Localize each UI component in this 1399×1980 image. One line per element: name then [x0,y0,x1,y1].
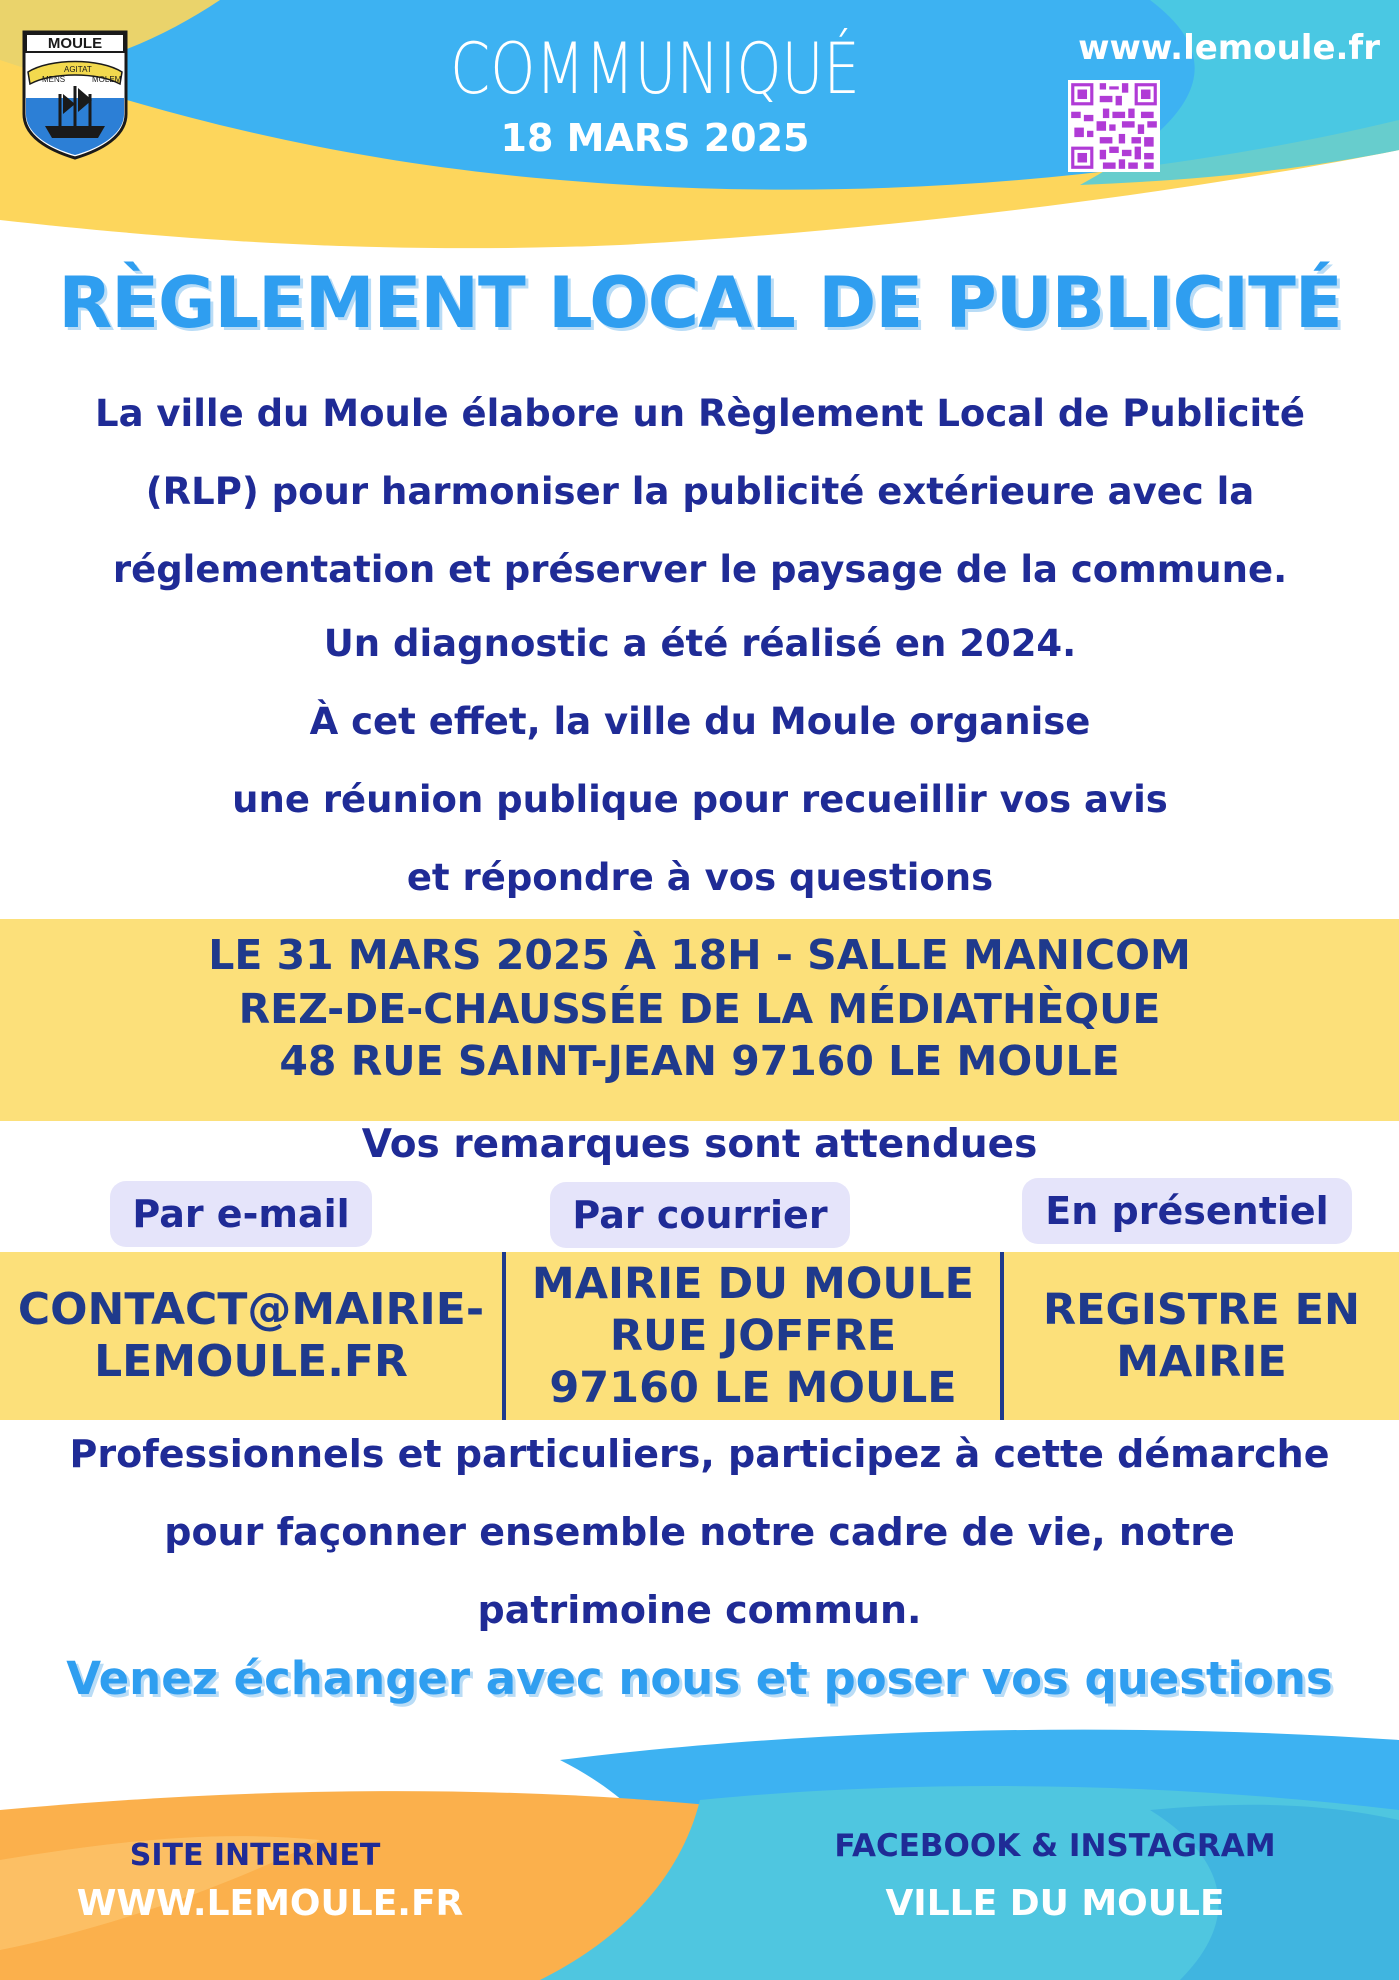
remarks-heading: Vos remarques sont attendues [361,1122,1038,1167]
footer-website-link[interactable]: WWW.LEMOULE.FR [76,1883,464,1924]
closing-text [0,1432,1399,1652]
email-line[interactable]: LEMOULE.FR [94,1336,408,1387]
closing-line: patrimoine commun. [477,1588,922,1632]
mail-address-line: MAIRIE DU MOULE [531,1259,975,1309]
call-to-action: Venez échanger avec nous et poser vos questions [66,1652,1333,1705]
intro-line: une réunion publique pour recueillir vos avis [232,778,1168,821]
intro-text [30,382,1370,922]
email-line[interactable]: CONTACT@MAIRIE- [17,1284,485,1335]
footer-website-label: SITE INTERNET [129,1838,381,1873]
communique-title: COMMUNIQUÉ [450,28,860,110]
website-link[interactable]: www.lemoule.fr [1078,28,1380,68]
contact-band [0,1252,1399,1420]
closing-line: pour façonner ensemble notre cadre de vie, notre [164,1510,1235,1554]
intro-line: La ville du Moule élabore un Règlement Local de Publicité [95,392,1305,435]
intro-line: réglementation et préserver le paysage de la commune. [112,548,1288,591]
logo-text: MOULE [47,35,103,52]
intro-line: Un diagnostic a été réalisé en 2024. [323,622,1077,665]
event-date-line: LE 31 MARS 2025 À 18H - SALLE MANICOM [208,931,1191,979]
intro-line: et répondre à vos questions [406,856,994,899]
mail-address-line: 97160 LE MOULE [549,1363,957,1413]
logo-motto-3: MOLEM [92,75,122,84]
intro-line: (RLP) pour harmoniser la publicité extérieure avec la [145,470,1255,513]
event-venue-line: REZ-DE-CHAUSSÉE DE LA MÉDIATHÈQUE [238,985,1161,1033]
channel-label-email: Par e-mail [110,1181,372,1247]
logo-motto-2: AGITAT [64,65,92,74]
mail-address-column [506,1252,1000,1420]
footer-social-name[interactable]: VILLE DU MOULE [885,1883,1225,1924]
logo-motto-1: MENS [42,75,66,84]
channel-label-in-person: En présentiel [1022,1178,1352,1244]
event-details-band [0,919,1399,1121]
intro-line: À cet effet, la ville du Moule organise [309,700,1091,743]
in-person-column [1004,1252,1399,1420]
email-column[interactable] [0,1252,502,1420]
communique-date: 18 MARS 2025 [500,116,810,160]
event-address-line: 48 RUE SAINT-JEAN 97160 LE MOULE [279,1037,1120,1085]
channel-label-mail: Par courrier [550,1182,850,1248]
closing-line: Professionnels et particuliers, participez à cette démarche [69,1432,1330,1476]
footer-social-label: FACEBOOK & INSTAGRAM [834,1828,1276,1864]
mail-address-line: RUE JOFFRE [609,1311,897,1361]
in-person-line: REGISTRE EN [1043,1285,1360,1335]
qr-code-icon[interactable] [1068,80,1160,172]
city-logo [20,28,130,160]
main-title: RÈGLEMENT LOCAL DE PUBLICITÉ [58,262,1342,344]
in-person-line: MAIRIE [1116,1337,1287,1387]
